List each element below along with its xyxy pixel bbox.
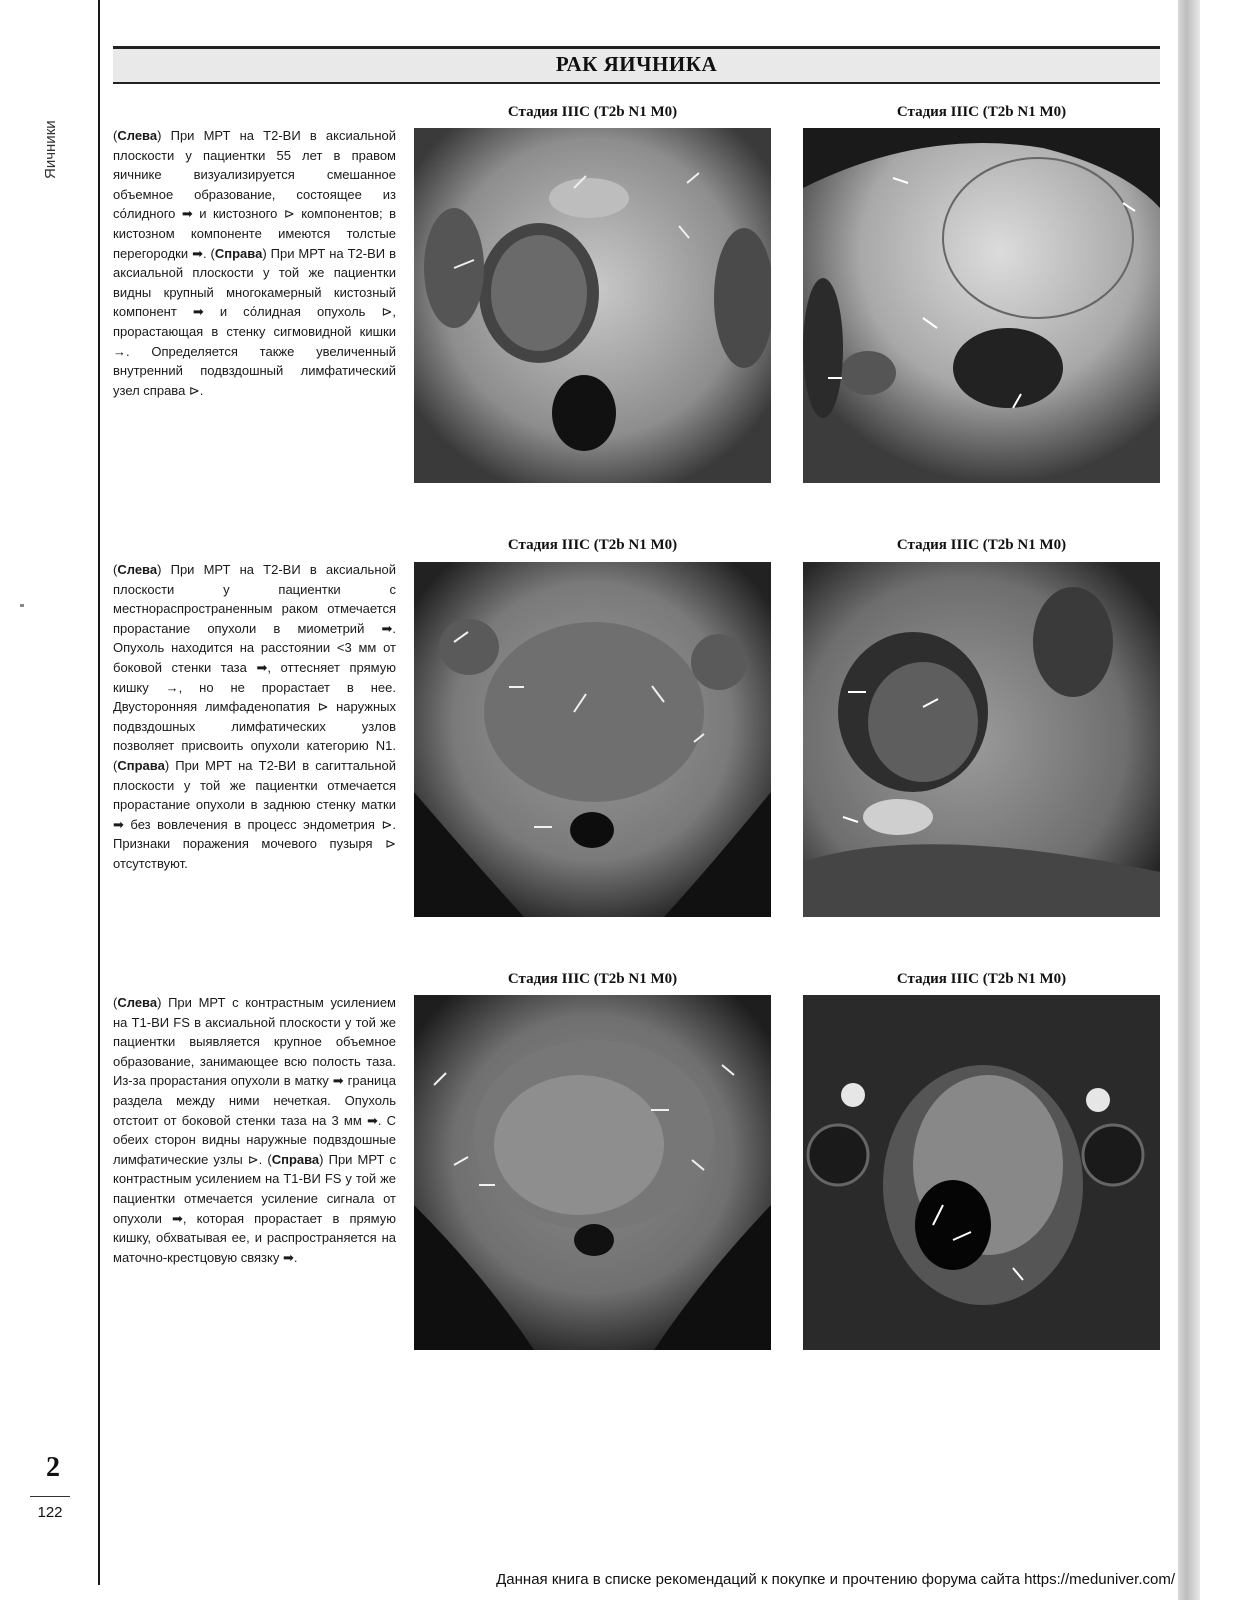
footer-note: Данная книга в списке рекомендаций к покупке и прочтению форума сайта https://meduniver.com/: [496, 1571, 1175, 1588]
caption-bold-run: Слева: [117, 128, 158, 143]
caption-row-1: [113, 126, 396, 400]
caption-text-run: ) При МРТ на T2-ВИ в аксиальной плоскости у пациентки с местнораспространенным раком отмечается прорастание опухоли в миометрий ➡. Опухоль находится на расстоянии <3 мм от боковой стенки таза ➡, оттесняет прямую кишку →, но не прорастает в нее. Двусторонняя лимфаденопатия ⊳ наружных подвздошных лимфатических узлов позволяет присвоить опухоли категорию N1. (: [113, 562, 396, 773]
mri-image-r2-left: [414, 562, 771, 917]
mri-image-r1-right: [803, 128, 1160, 483]
page-number: 122: [37, 1504, 63, 1521]
section-label: Яичники: [42, 120, 59, 180]
caption-bold-run: Справа: [214, 245, 263, 261]
caption-text-run: (: [113, 562, 118, 577]
caption-bold-run: Справа: [117, 757, 165, 773]
mri-image-r3-left: [414, 995, 771, 1350]
panel-title-r3-right: Стадия IIIC (T2b N1 M0): [896, 971, 1067, 987]
caption-text-run: ) При МРТ с контрастным усилением на T1-ВИ FS у той же пациентки отмечается усиление сигнала от опухоли ➡, которая прорастает в прямую кишку, обхватывая ее, и распространяется на маточно-крестцовую связку ➡.: [113, 1151, 396, 1265]
caption-bold-run: Слева: [117, 562, 158, 577]
caption-text-run: ) При МРТ на T2-ВИ в аксиальной плоскости у пациентки 55 лет в правом яичнике визуализируется смешанное объемное образование, состоящее из со́лидного ➡ и кистозного ⊳ компонентов; в кистозном компоненте имеются толстые перегородки ➡. (: [113, 128, 396, 261]
panel-title-r3-left: Стадия IIIC (T2b N1 M0): [507, 971, 678, 987]
mri-image-r2-right: [803, 562, 1160, 917]
caption-row-3: [113, 993, 396, 1267]
caption-text-run: ) При МРТ на T2-ВИ в аксиальной плоскости у той же пациентки видны крупный многокамерный кистозный компонент ➡ и со́лидная опухоль ⊳, прорастающая в стенку сигмовидной кишки →. Определяется также увеличенный внутренний подвздошный лимфатический узел справа ⊳.: [113, 245, 396, 398]
mri-image-r1-left: [414, 128, 771, 483]
page-number-rule: [30, 1496, 70, 1497]
mri-image-r3-right: [803, 995, 1160, 1350]
caption-text-run: ) При МРТ на T2-ВИ в сагиттальной плоскости у той же пациентки отмечается прорастание опухоли в заднюю стенку матки ➡ без вовлечения в процесс эндометрия ⊳. Признаки поражения мочевого пузыря ⊳ отсутствуют.: [113, 757, 396, 871]
caption-text-run: ) При МРТ с контрастным усилением на T1-ВИ FS в аксиальной плоскости у той же пациентки выявляется крупное объемное образование, занимающее всю полость таза. Из-за прорастания опухоли в матку ➡ граница раздела между ними нечеткая. Опухоль отстоит от боковой стенки таза на 3 мм ➡. С обеих сторон видны наружные подвздошные лимфатические узлы ⊳. (: [113, 995, 396, 1167]
page-edge-shadow: [1178, 0, 1200, 1600]
panel-title-r1-left: Стадия IIIC (T2b N1 M0): [507, 104, 678, 120]
caption-text-run: (: [113, 995, 118, 1010]
chapter-number: 2: [46, 1452, 60, 1483]
panel-title-r2-right: Стадия IIIC (T2b N1 M0): [896, 537, 1067, 553]
page-title: РАК ЯИЧНИКА: [555, 52, 718, 76]
panel-title-r1-right: Стадия IIIC (T2b N1 M0): [896, 104, 1067, 120]
caption-text-run: (: [113, 128, 118, 143]
scan-speck: [20, 604, 24, 607]
caption-bold-run: Справа: [271, 1151, 320, 1167]
caption-bold-run: Слева: [117, 995, 158, 1010]
panel-title-r2-left: Стадия IIIC (T2b N1 M0): [507, 537, 678, 553]
caption-row-2: [113, 560, 396, 874]
margin-rule: [98, 0, 100, 1585]
